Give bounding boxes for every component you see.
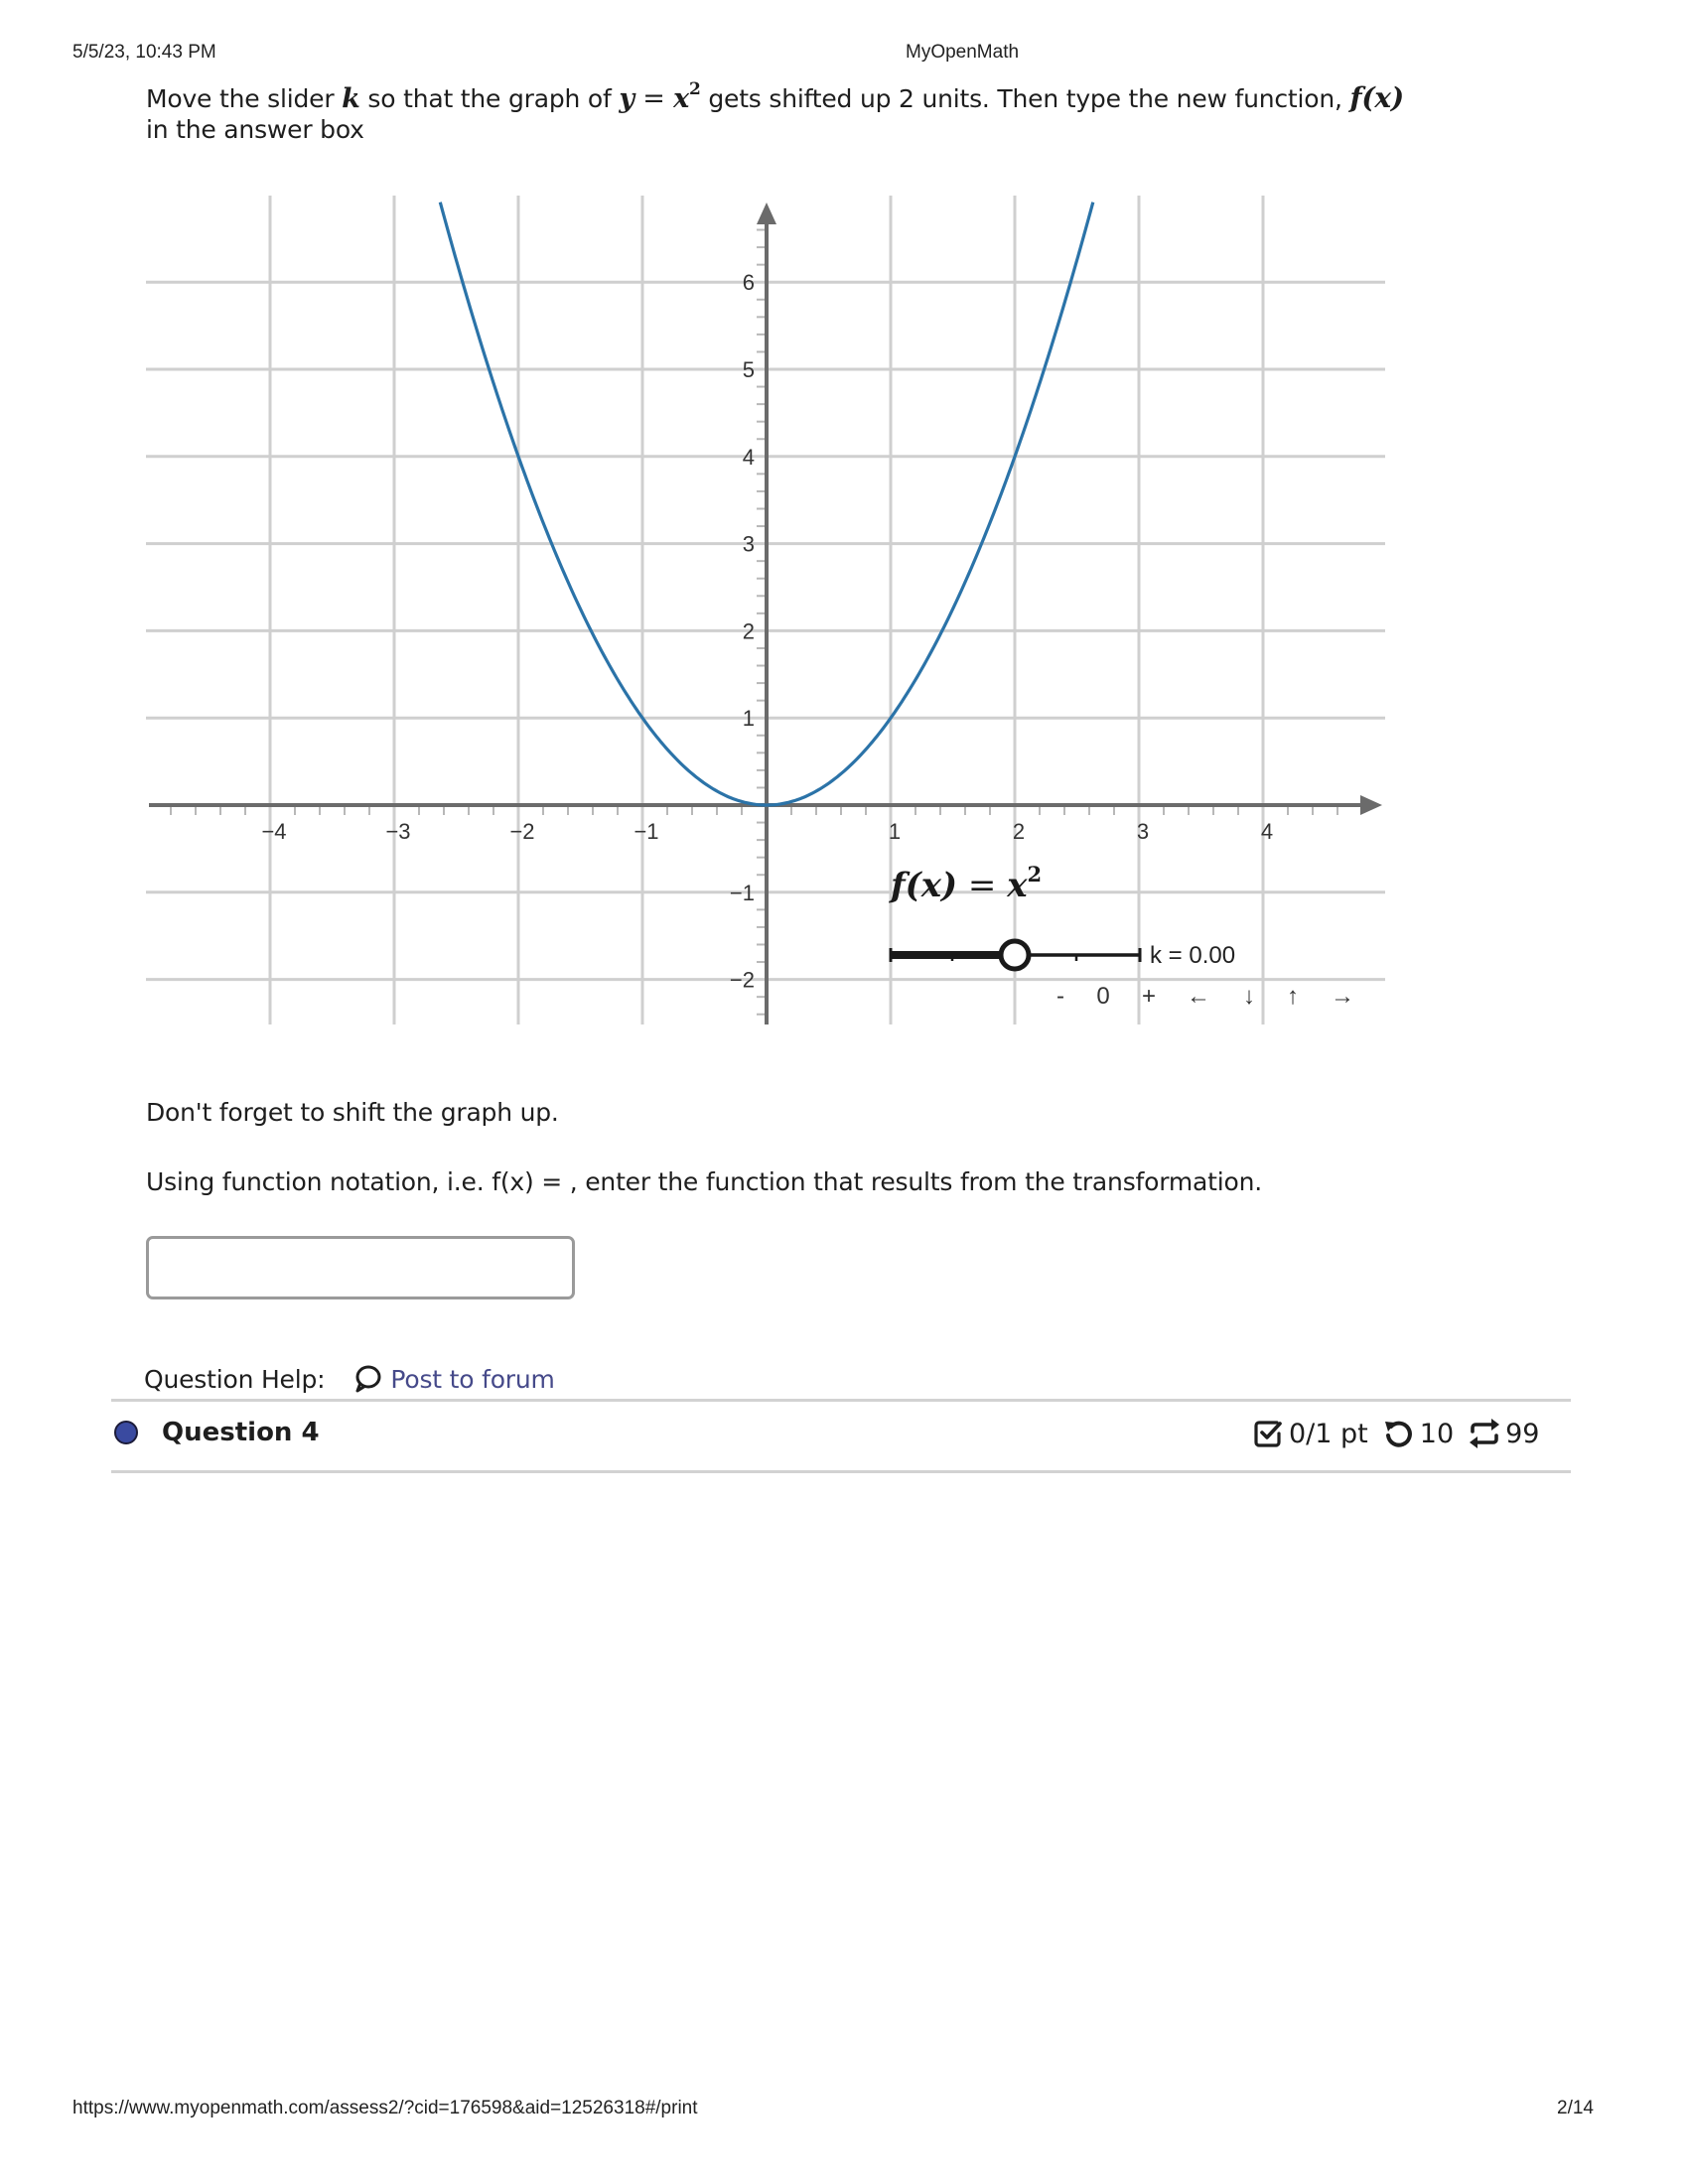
pan-right-button[interactable]: → (1331, 983, 1354, 1010)
math-var-x: x (673, 82, 689, 114)
answer-input[interactable] (146, 1236, 575, 1299)
print-datetime: 5/5/23, 10:43 PM (72, 42, 216, 63)
pan-up-button[interactable]: ↑ (1287, 983, 1299, 1010)
question-status-dot (114, 1421, 138, 1444)
slider-knob[interactable] (1001, 941, 1029, 969)
function-label-eq: = (957, 866, 1008, 905)
divider (111, 1470, 1571, 1473)
prompt-text: Move the slider (146, 83, 343, 113)
question-prompt (146, 79, 1404, 114)
speech-bubble-icon (352, 1364, 382, 1394)
math-var-y: y (619, 82, 634, 114)
score-text: 0/1 pt (1289, 1418, 1368, 1449)
y-axis-arrow-icon (757, 203, 776, 224)
x-axis-arrow-icon (1360, 795, 1382, 815)
regenerate-icon (1468, 1418, 1501, 1449)
y-tick-label: −2 (729, 967, 755, 993)
post-to-forum-link[interactable] (352, 1364, 554, 1394)
question-4-meta (1253, 1418, 1539, 1449)
axes (149, 203, 1382, 1024)
prompt-text: so that the graph of (359, 83, 620, 113)
x-tick-label: −4 (261, 819, 287, 844)
question-4-title[interactable]: Question 4 (162, 1418, 320, 1447)
y-tick-label: 1 (742, 706, 755, 732)
hint-text: Don't forget to shift the graph up. (146, 1098, 559, 1127)
divider (111, 1399, 1571, 1402)
print-page-number: 2/14 (1557, 2098, 1594, 2118)
post-to-forum-label[interactable]: Post to forum (390, 1364, 555, 1394)
x-tick-label: −3 (385, 819, 411, 844)
print-site-title: MyOpenMath (906, 42, 1020, 63)
x-tick-label: 4 (1260, 819, 1274, 844)
y-tick-label: 6 (742, 270, 755, 296)
pan-left-button[interactable]: ← (1187, 983, 1210, 1010)
question-prompt-line2: in the answer box (146, 115, 364, 144)
y-tick-label: 2 (742, 618, 755, 644)
x-tick-label: 1 (888, 819, 902, 844)
y-tick-label: −1 (729, 880, 755, 905)
function-graph[interactable] (139, 189, 1420, 1032)
y-tick-label: 3 (742, 531, 755, 557)
slider-value-label: k = 0.00 (1150, 942, 1236, 969)
math-fx: f(x) (1349, 80, 1404, 114)
x-tick-label: 3 (1136, 819, 1150, 844)
print-url: https://www.myopenmath.com/assess2/?cid=176598&aid=12526318#/print (72, 2098, 698, 2118)
x-tick-label: −2 (509, 819, 535, 844)
graph-controls[interactable] (1056, 983, 1354, 1010)
retries-count: 10 (1419, 1418, 1455, 1449)
function-label-lhs: f(x) (891, 866, 958, 905)
math-equals: = (633, 82, 674, 114)
instruction-text: Using function notation, i.e. f(x) = , enter the function that results from the transformation. (146, 1167, 1262, 1196)
question-help-label: Question Help: (144, 1364, 326, 1394)
regens-count: 99 (1505, 1418, 1540, 1449)
math-var-k: k (342, 82, 360, 114)
reset-button[interactable]: 0 (1096, 983, 1110, 1010)
k-slider[interactable] (891, 941, 1140, 969)
retry-icon (1382, 1419, 1414, 1448)
question-help (144, 1364, 555, 1394)
function-label (889, 862, 1042, 905)
math-exponent: 2 (688, 79, 701, 99)
prompt-text: gets shifted up 2 units. Then type the new function, (700, 83, 1350, 113)
function-label-exp: 2 (1027, 862, 1043, 887)
x-tick-label: −1 (633, 819, 659, 844)
increase-button[interactable]: + (1141, 983, 1157, 1010)
x-tick-label: 2 (1012, 819, 1026, 844)
decrease-button[interactable]: - (1056, 983, 1064, 1010)
pan-down-button[interactable]: ↓ (1243, 983, 1255, 1010)
y-tick-label: 4 (742, 444, 755, 470)
checkbox-checked-icon (1253, 1419, 1283, 1448)
function-label-var: x (1007, 866, 1028, 905)
y-tick-label: 5 (742, 357, 755, 382)
